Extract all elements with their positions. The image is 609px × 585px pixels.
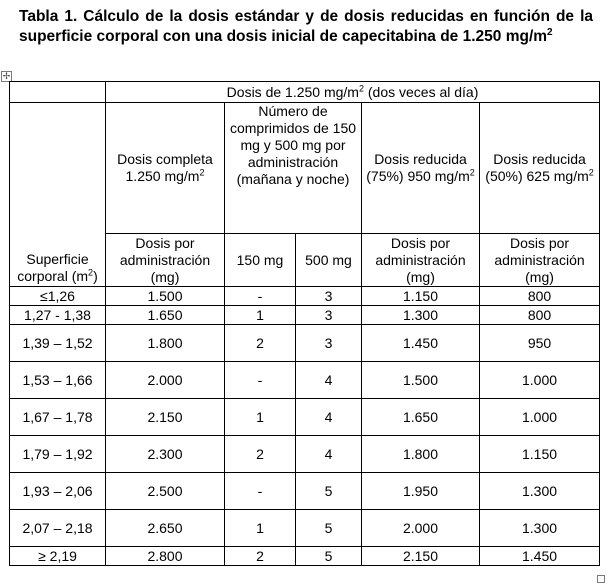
cell-150: - — [225, 287, 296, 306]
cell-150: 1 — [225, 306, 296, 325]
cell-150: 2 — [225, 325, 296, 362]
cell-bsa: ≥ 2,19 — [10, 547, 106, 566]
header-full-dose: Dosis completa 1.250 $mg/m^2$ — [106, 103, 225, 234]
table-row — [10, 287, 600, 306]
cell-150: 1 — [225, 399, 296, 436]
cell-150: 1 — [225, 510, 296, 547]
header-row-top — [10, 82, 600, 103]
cell-full: 1.800 — [106, 325, 225, 362]
cell-full: 2.800 — [106, 547, 225, 566]
table-title: Tabla 1. Cálculo de la dosis estándar y de dosis reducidas en función de la superficie corporal con una dosis inicial de capecitabina de 1.250 $mg/m^2$ — [19, 8, 593, 45]
header-bsa: Superficie corporal $(m^2)$ — [10, 103, 106, 287]
cell-r75: 1.300 — [362, 306, 480, 325]
header-row-middle — [10, 103, 600, 234]
cell-r50: 800 — [480, 306, 600, 325]
dose-table — [9, 81, 600, 566]
cell-r75: 2.000 — [362, 510, 480, 547]
table-row — [10, 306, 600, 325]
header-dose-admin-50: Dosis por administración (mg) — [480, 234, 600, 287]
cell-bsa: 2,07 – 2,18 — [10, 510, 106, 547]
table-row — [10, 473, 600, 510]
cell-full: 2.500 — [106, 473, 225, 510]
cell-full: 2.300 — [106, 436, 225, 473]
cell-500: 5 — [296, 473, 362, 510]
header-empty-cell — [10, 82, 106, 103]
cell-500: 4 — [296, 399, 362, 436]
header-dose-admin-75: Dosis por administración (mg) — [362, 234, 480, 287]
cell-150: 2 — [225, 436, 296, 473]
table-row — [10, 362, 600, 399]
cell-full: 1.650 — [106, 306, 225, 325]
cell-r50: 1.150 — [480, 436, 600, 473]
header-dose-admin-full: Dosis por administración (mg) — [106, 234, 225, 287]
cell-r50: 1.450 — [480, 547, 600, 566]
cell-r50: 800 — [480, 287, 600, 306]
cell-bsa: 1,53 – 1,66 — [10, 362, 106, 399]
cell-full: 2.650 — [106, 510, 225, 547]
table-row — [10, 510, 600, 547]
cell-r50: 950 — [480, 325, 600, 362]
table-resize-handle[interactable] — [597, 575, 605, 583]
header-tablets: Número de comprimidos de 150 mg y 500 mg por administración (mañana y noche) — [225, 103, 362, 234]
cell-r75: 1.500 — [362, 362, 480, 399]
cell-150: - — [225, 473, 296, 510]
cell-bsa: ≤1,26 — [10, 287, 106, 306]
table-move-handle-icon[interactable]: ✢ — [2, 71, 11, 81]
header-150mg: 150 mg — [225, 234, 296, 287]
cell-r50: 1.000 — [480, 362, 600, 399]
cell-150: 2 — [225, 547, 296, 566]
header-reduced-75: Dosis reducida (75%) 950 $mg/m^2$ — [362, 103, 480, 234]
cell-r50: 1.000 — [480, 399, 600, 436]
cell-500: 3 — [296, 287, 362, 306]
cell-500: 5 — [296, 547, 362, 566]
table-row — [10, 325, 600, 362]
header-dose-regimen: Dosis de 1.250 $mg/m^2$ (dos veces al día) — [106, 82, 600, 103]
cell-r75: 1.150 — [362, 287, 480, 306]
cell-500: 3 — [296, 325, 362, 362]
cell-r75: 1.800 — [362, 436, 480, 473]
cell-full: 1.500 — [106, 287, 225, 306]
cell-500: 4 — [296, 436, 362, 473]
table-row — [10, 399, 600, 436]
header-500mg: 500 mg — [296, 234, 362, 287]
cell-full: 2.000 — [106, 362, 225, 399]
table-row — [10, 547, 600, 566]
cell-bsa: 1,67 – 1,78 — [10, 399, 106, 436]
cell-r50: 1.300 — [480, 510, 600, 547]
cell-bsa: 1,93 – 2,06 — [10, 473, 106, 510]
cell-bsa: 1,39 – 1,52 — [10, 325, 106, 362]
cell-r50: 1.300 — [480, 473, 600, 510]
cell-bsa: 1,79 – 1,92 — [10, 436, 106, 473]
cell-r75: 1.650 — [362, 399, 480, 436]
cell-500: 4 — [296, 362, 362, 399]
cell-r75: 1.450 — [362, 325, 480, 362]
cell-r75: 1.950 — [362, 473, 480, 510]
cell-150: - — [225, 362, 296, 399]
table-row — [10, 436, 600, 473]
cell-bsa: 1,27 - 1,38 — [10, 306, 106, 325]
header-reduced-50: Dosis reducida (50%) 625 $mg/m^2$ — [480, 103, 600, 234]
cell-500: 3 — [296, 306, 362, 325]
cell-500: 5 — [296, 510, 362, 547]
cell-r75: 2.150 — [362, 547, 480, 566]
cell-full: 2.150 — [106, 399, 225, 436]
